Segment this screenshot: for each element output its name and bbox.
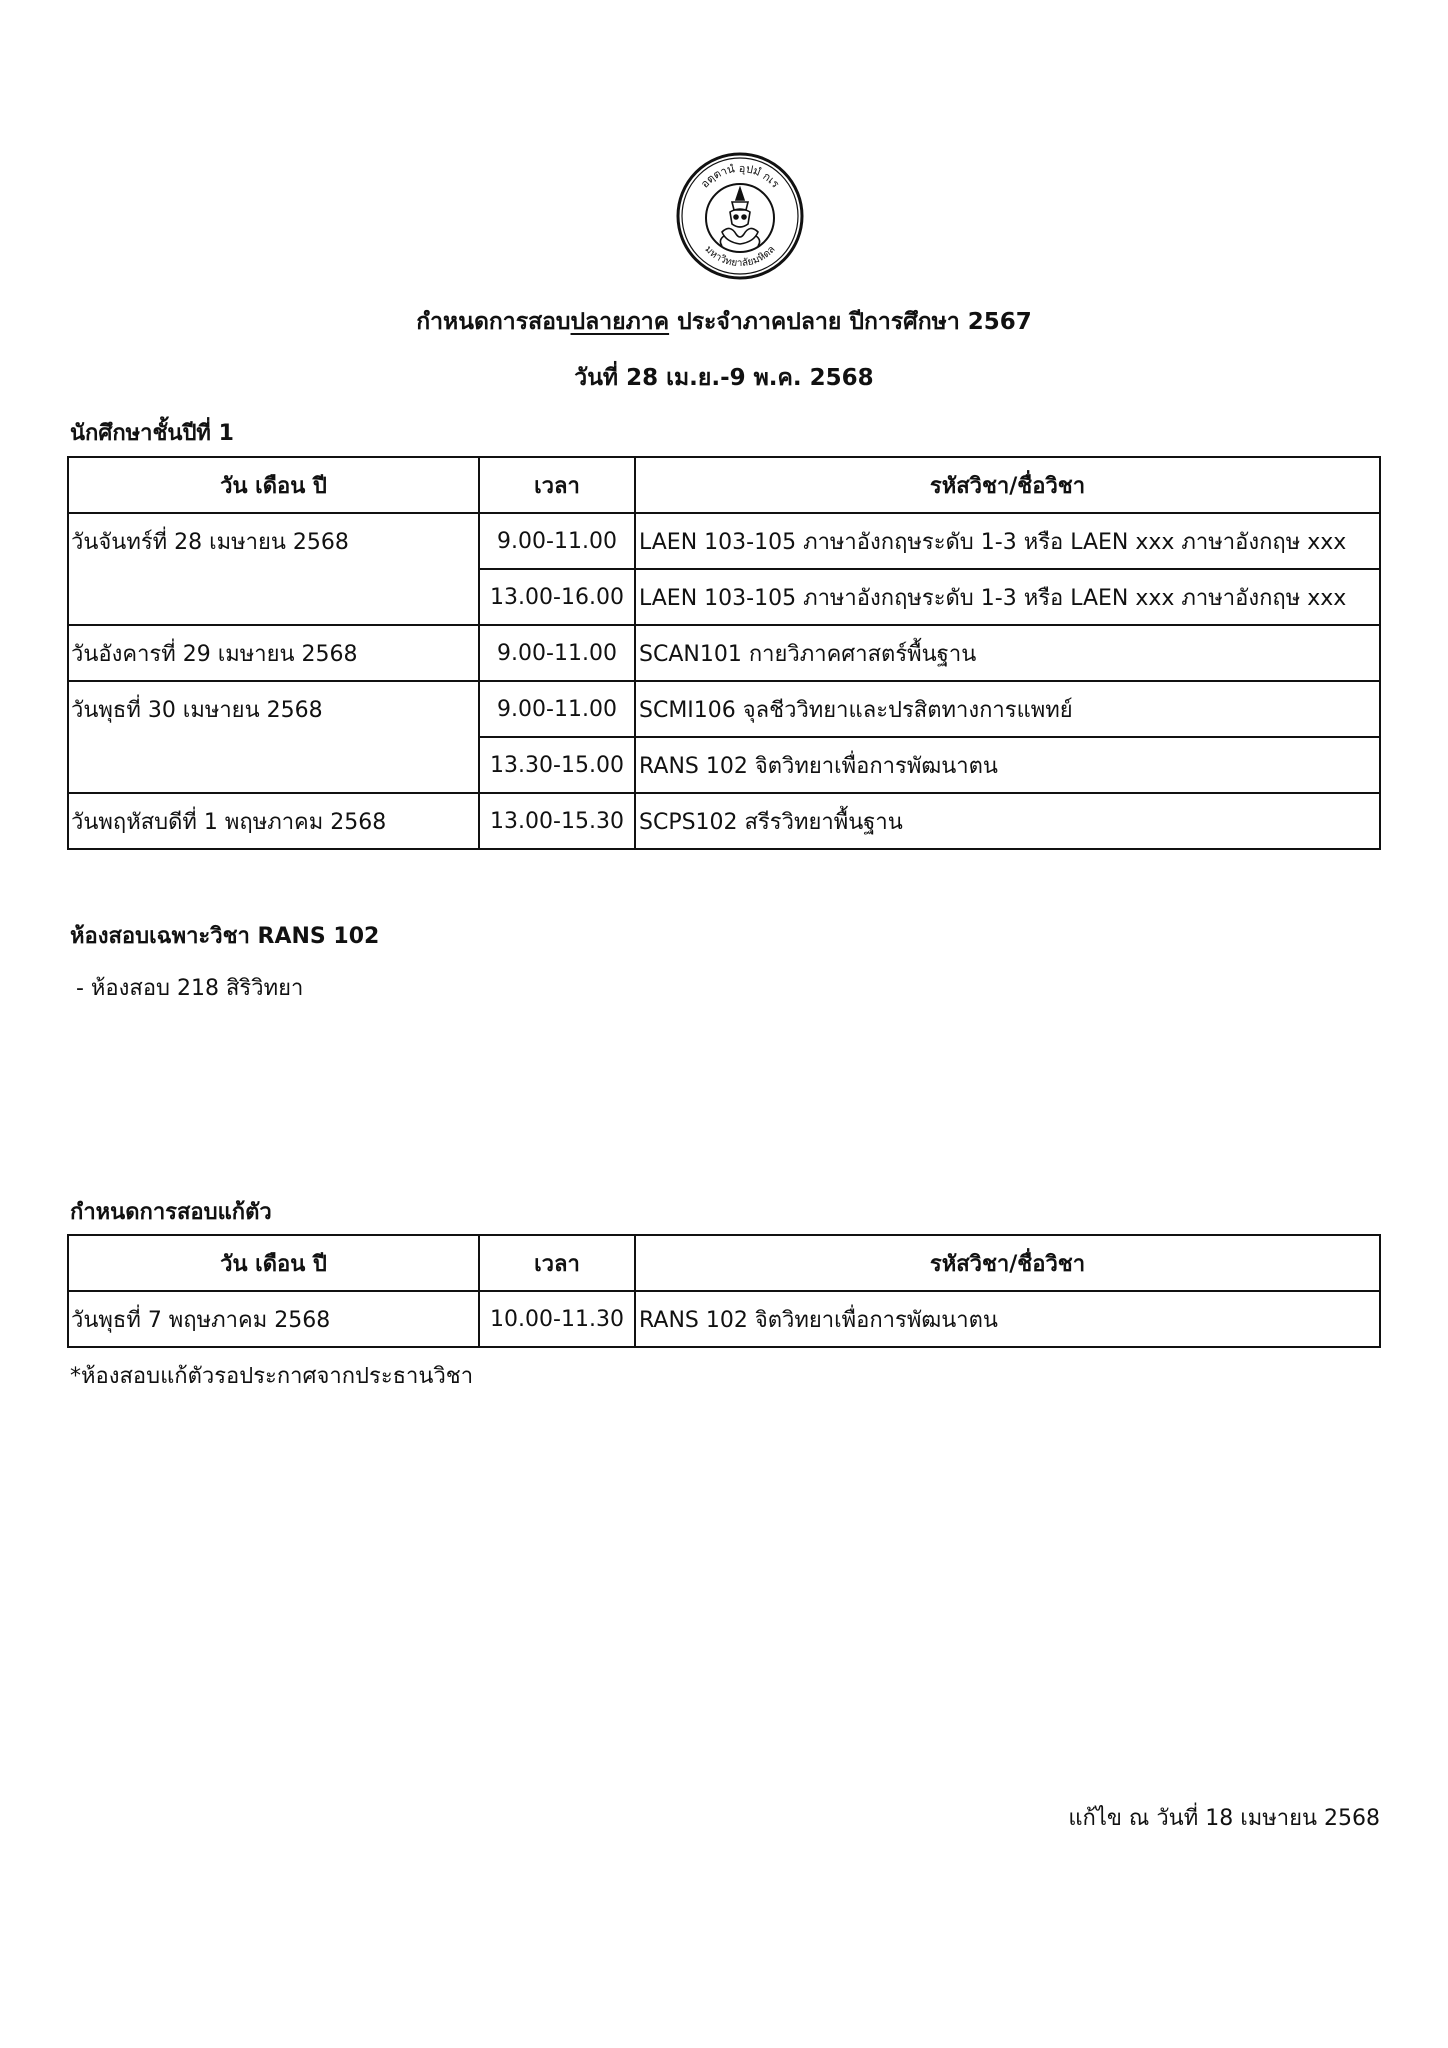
seal-bottom-text: มหาวิทยาลัยมหิดล <box>702 244 778 270</box>
time-cell: 13.30-15.00 <box>479 737 635 793</box>
makeup-heading: กำหนดการสอบแก้ตัว <box>70 1200 272 1225</box>
subject-cell: RANS 102 จิตวิทยาเพื่อการพัฒนาตน <box>635 737 1380 793</box>
subject-cell: LAEN 103-105 ภาษาอังกฤษระดับ 1-3 หรือ LAEN xxx ภาษาอังกฤษ xxx <box>635 569 1380 625</box>
exam-title-prefix: กำหนดการสอบ <box>416 309 571 335</box>
exam-title-suffix: ประจำภาคปลาย ปีการศึกษา 2567 <box>669 309 1032 335</box>
university-seal-icon <box>674 150 806 282</box>
column-header-time: เวลา <box>479 457 635 513</box>
table-row <box>68 793 1380 849</box>
subject-cell: RANS 102 จิตวิทยาเพื่อการพัฒนาตน <box>635 1291 1380 1347</box>
table-row <box>68 513 1380 569</box>
table-header-row <box>68 1235 1380 1291</box>
table-header-row <box>68 457 1380 513</box>
room-note-heading: ห้องสอบเฉพาะวิชา RANS 102 <box>70 924 380 949</box>
table-row <box>68 681 1380 737</box>
day-cell: วันจันทร์ที่ 28 เมษายน 2568 <box>68 513 479 625</box>
revision-date: แก้ไข ณ วันที่ 18 เมษายน 2568 <box>1068 1806 1380 1831</box>
svg-text:มหาวิทยาลัยมหิดล <box>702 244 777 269</box>
time-cell: 9.00-11.00 <box>479 681 635 737</box>
time-cell: 9.00-11.00 <box>479 625 635 681</box>
subject-cell: SCPS102 สรีรวิทยาพื้นฐาน <box>635 793 1380 849</box>
room-note-item: - ห้องสอบ 218 สิริวิทยา <box>76 976 304 1001</box>
day-cell: วันพุธที่ 7 พฤษภาคม 2568 <box>68 1291 479 1347</box>
time-cell: 10.00-11.30 <box>479 1291 635 1347</box>
exam-date-range: วันที่ 28 เม.ย.-9 พ.ค. 2568 <box>574 365 874 391</box>
time-cell: 9.00-11.00 <box>479 513 635 569</box>
table-row <box>68 625 1380 681</box>
day-cell: วันอังคารที่ 29 เมษายน 2568 <box>68 625 479 681</box>
year1-heading: นักศึกษาชั้นปีที่ 1 <box>70 421 234 446</box>
column-header-subject: รหัสวิชา/ชื่อวิชา <box>635 1235 1380 1291</box>
seal-top-text: อตฺตานํ อุปมํ กเร <box>698 161 782 191</box>
table-row <box>68 1291 1380 1347</box>
column-header-subject: รหัสวิชา/ชื่อวิชา <box>635 457 1380 513</box>
column-header-day: วัน เดือน ปี <box>68 1235 479 1291</box>
day-cell: วันพุธที่ 30 เมษายน 2568 <box>68 681 479 793</box>
column-header-day: วัน เดือน ปี <box>68 457 479 513</box>
day-cell: วันพฤหัสบดีที่ 1 พฤษภาคม 2568 <box>68 793 479 849</box>
exam-title <box>0 304 1448 340</box>
makeup-schedule-table <box>67 1234 1381 1348</box>
subject-cell: LAEN 103-105 ภาษาอังกฤษระดับ 1-3 หรือ LAEN xxx ภาษาอังกฤษ xxx <box>635 513 1380 569</box>
time-cell: 13.00-15.30 <box>479 793 635 849</box>
column-header-time: เวลา <box>479 1235 635 1291</box>
exam-title-underlined: ปลายภาค <box>570 309 670 335</box>
year1-schedule-table <box>67 456 1381 850</box>
makeup-note: *ห้องสอบแก้ตัวรอประกาศจากประธานวิชา <box>70 1364 474 1389</box>
time-cell: 13.00-16.00 <box>479 569 635 625</box>
subject-cell: SCAN101 กายวิภาคศาสตร์พื้นฐาน <box>635 625 1380 681</box>
subject-cell: SCMI106 จุลชีววิทยาและปรสิตทางการแพทย์ <box>635 681 1380 737</box>
